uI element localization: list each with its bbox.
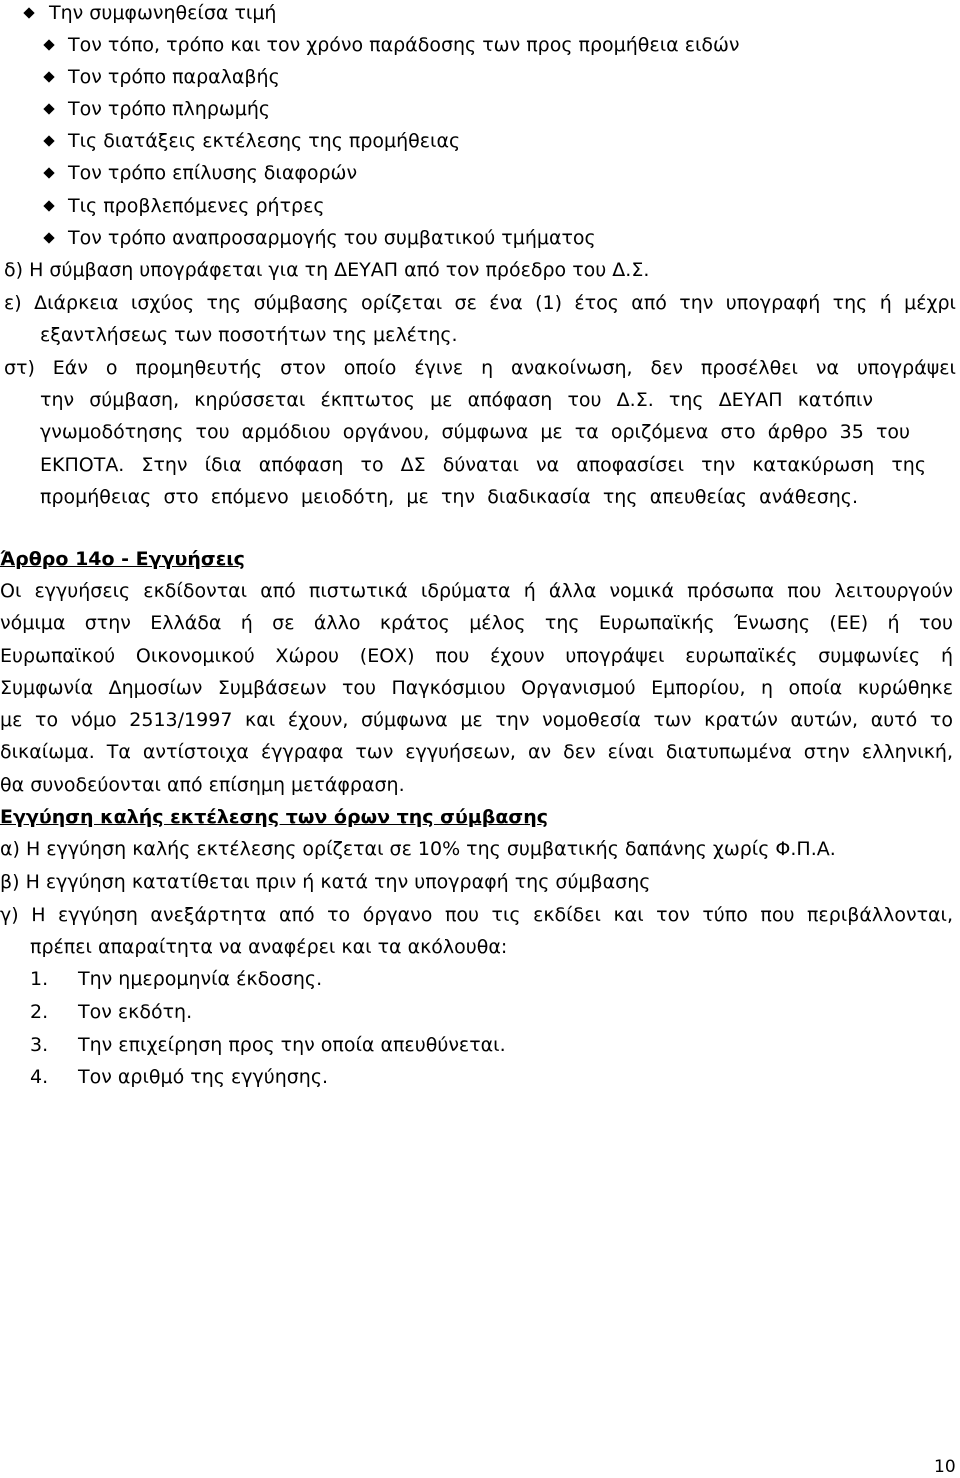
paragraph-st-line: προμήθειας στο επόμενο μειοδότη, με την διαδικασία της απευθείας ανάθεσης. xyxy=(40,486,858,508)
article-body-line: θα συνοδεύονται από επίσημη μετάφραση. xyxy=(0,774,405,796)
item-a: α) Η εγγύηση καλής εκτέλεσης ορίζεται σε 10% της συμβατικής δαπάνης χωρίς Φ.Π.Α. xyxy=(0,838,836,860)
diamond-bullet-icon xyxy=(43,103,54,114)
paragraph-e-line: εξαντλήσεως των ποσοτήτων της μελέτης. xyxy=(40,324,458,346)
list-item-text: Την επιχείρηση προς την οποία απευθύνεται. xyxy=(78,1034,506,1056)
list-number: 1. xyxy=(30,968,49,990)
list-item xyxy=(30,970,48,989)
list-item xyxy=(30,1003,48,1022)
diamond-bullet-icon xyxy=(23,7,34,18)
list-number: 3. xyxy=(30,1034,49,1056)
article-heading: Άρθρο 14ο - Εγγυήσεις xyxy=(0,548,245,570)
diamond-bullet-icon xyxy=(43,232,54,243)
item-c-line: πρέπει απαραίτητα να αναφέρει και τα ακόλουθα: xyxy=(30,936,508,958)
article-body-line: με το νόμο 2513/1997 και έχουν, σύμφωνα με την νομοθεσία των κρατών αυτών, αυτό το xyxy=(0,709,953,731)
paragraph-e-line: ε) Διάρκεια ισχύος της σύμβασης ορίζεται σε ένα (1) έτος από την υπογραφή της ή μέχρι xyxy=(4,292,956,314)
list-item xyxy=(30,1036,48,1055)
diamond-bullet-icon xyxy=(43,167,54,178)
list-item xyxy=(30,1068,48,1087)
article-body-line: δικαίωμα. Τα αντίστοιχα έγγραφα των εγγυήσεων, αν δεν είναι διατυπωμένα στην ελληνική, xyxy=(0,741,953,763)
list-number: 4. xyxy=(30,1066,49,1088)
paragraph-d: δ) Η σύμβαση υπογράφεται για τη ΔΕΥΑΠ από τον πρόεδρο του Δ.Σ. xyxy=(4,259,650,281)
guarantee-subheading: Εγγύηση καλής εκτέλεσης των όρων της σύμβασης xyxy=(0,806,549,828)
bullet-item: Τον τρόπο παραλαβής xyxy=(68,66,280,88)
bullet-item: Τις προβλεπόμενες ρήτρες xyxy=(68,195,325,217)
diamond-bullet-icon xyxy=(43,71,54,82)
diamond-bullet-icon xyxy=(43,135,54,146)
paragraph-st-line: την σύμβαση, κηρύσσεται έκπτωτος με απόφαση του Δ.Σ. της ΔΕΥΑΠ κατόπιν xyxy=(40,389,873,411)
paragraph-st-line: στ) Εάν ο προμηθευτής στον οποίο έγινε η ανακοίνωση, δεν προσέλθει να υπογράψει xyxy=(4,357,956,379)
item-c-line: γ) Η εγγύηση ανεξάρτητα από το όργανο που τις εκδίδει και τον τύπο που περιβάλλονται, xyxy=(0,904,953,926)
diamond-bullet-icon xyxy=(43,200,54,211)
article-body-line: νόμιμα στην Ελλάδα ή σε άλλο κράτος μέλος της Ευρωπαϊκής Ένωσης (ΕΕ) ή του xyxy=(0,612,953,634)
bullet-item: Τον τρόπο αναπροσαρμογής του συμβατικού τμήματος xyxy=(68,227,596,249)
paragraph-st-line: γνωμοδότησης του αρμόδιου οργάνου, σύμφωνα με τα οριζόμενα στο άρθρο 35 του xyxy=(40,421,910,443)
bullet-item: Τον τρόπο επίλυσης διαφορών xyxy=(68,162,358,184)
bullet-item: Την συμφωνηθείσα τιμή xyxy=(49,2,277,24)
list-number: 2. xyxy=(30,1001,49,1023)
bullet-item: Τον τρόπο πληρωμής xyxy=(68,98,271,120)
diamond-bullet-icon xyxy=(43,39,54,50)
article-body-line: Συμφωνία Δημοσίων Συμβάσεων του Παγκόσμιου Οργανισμού Εμπορίου, η οποία κυρώθηκε xyxy=(0,677,953,699)
paragraph-st-line: ΕΚΠΟΤΑ. Στην ίδια απόφαση το ΔΣ δύναται να αποφασίσει την κατακύρωση της xyxy=(40,454,926,476)
bullet-item: Τον τόπο, τρόπο και τον χρόνο παράδοσης των προς προμήθεια ειδών xyxy=(68,34,740,56)
list-item-text: Την ημερομηνία έκδοσης. xyxy=(78,968,323,990)
item-b: β) Η εγγύηση κατατίθεται πριν ή κατά την υπογραφή της σύμβασης xyxy=(0,871,651,893)
list-item-text: Τον εκδότη. xyxy=(78,1001,193,1023)
article-body-line: Οι εγγυήσεις εκδίδονται από πιστωτικά ιδρύματα ή άλλα νομικά πρόσωπα που λειτουργούν xyxy=(0,580,953,602)
article-body-line: Ευρωπαϊκού Οικονομικού Χώρου (ΕΟΧ) που έχουν υπογράψει ευρωπαϊκές συμφωνίες ή xyxy=(0,645,953,667)
list-item-text: Τον αριθμό της εγγύησης. xyxy=(78,1066,329,1088)
page-number: 10 xyxy=(934,1457,956,1477)
bullet-item: Τις διατάξεις εκτέλεσης της προμήθειας xyxy=(68,130,461,152)
